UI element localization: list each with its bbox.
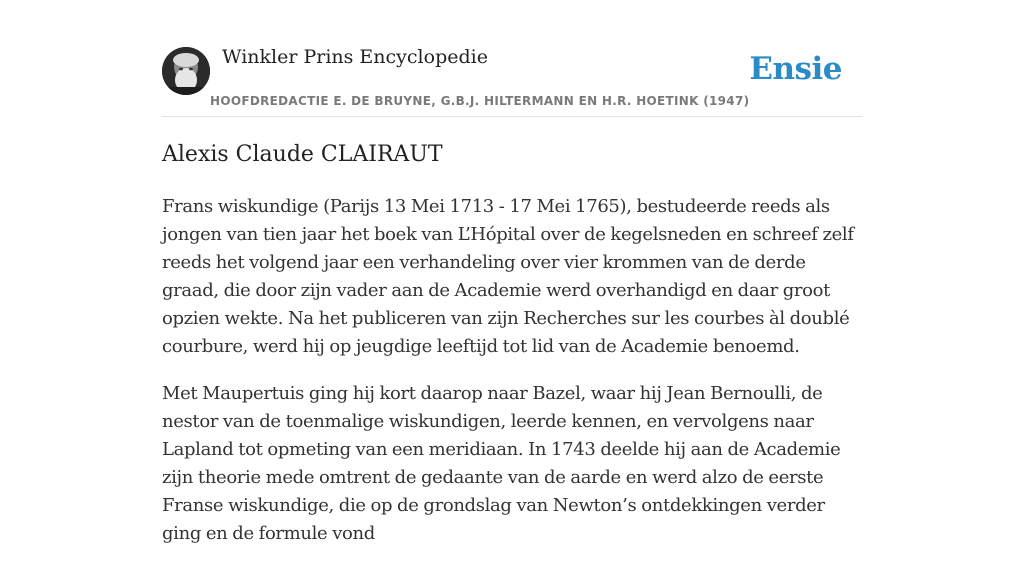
site-title[interactable]: Winkler Prins Encyclopedie bbox=[222, 46, 488, 68]
editor-portrait-avatar bbox=[162, 47, 210, 95]
article-title: Alexis Claude CLAIRAUT bbox=[162, 142, 443, 167]
article-paragraph: Met Maupertuis ging hij kort daarop naar Bazel, waar hij Jean Bernoulli, de nestor van de toenmalige wiskundigen, leerde kennen, en vervolgens naar Lapland tot opmeting van een meridiaan. In 1743 deelde hij aan de Academie zijn theorie mede omtrent de gedaante van de aarde en werd alzo de eerste Franse wiskundige, die op de grondslag van Newton’s ontdekkingen verder ging en de formule vond bbox=[162, 383, 841, 544]
editorial-subtitle: HOOFDREDACTIE E. DE BRUYNE, G.B.J. HILTERMANN EN H.R. HOETINK (1947) bbox=[210, 94, 750, 108]
ensie-logo[interactable]: Ensie bbox=[749, 51, 842, 87]
site-header bbox=[162, 40, 862, 117]
article bbox=[162, 140, 862, 567]
article-paragraph: Frans wiskundige (Parijs 13 Mei 1713 - 17 Mei 1765), bestudeerde reeds als jongen van tien jaar het boek van L’Hópital over de kegelsneden en schreef zelf reeds het volgend jaar een verhandeling over vier krommen van de derde graad, die door zijn vader aan de Academie werd overhandigd en daar groot opzien wekte. Na het publiceren van zijn Recherches sur les courbes àl doublé courbure, werd hij op jeugdige leeftijd tot lid van de Academie benoemd. bbox=[162, 196, 854, 357]
portrait-image bbox=[162, 47, 210, 95]
